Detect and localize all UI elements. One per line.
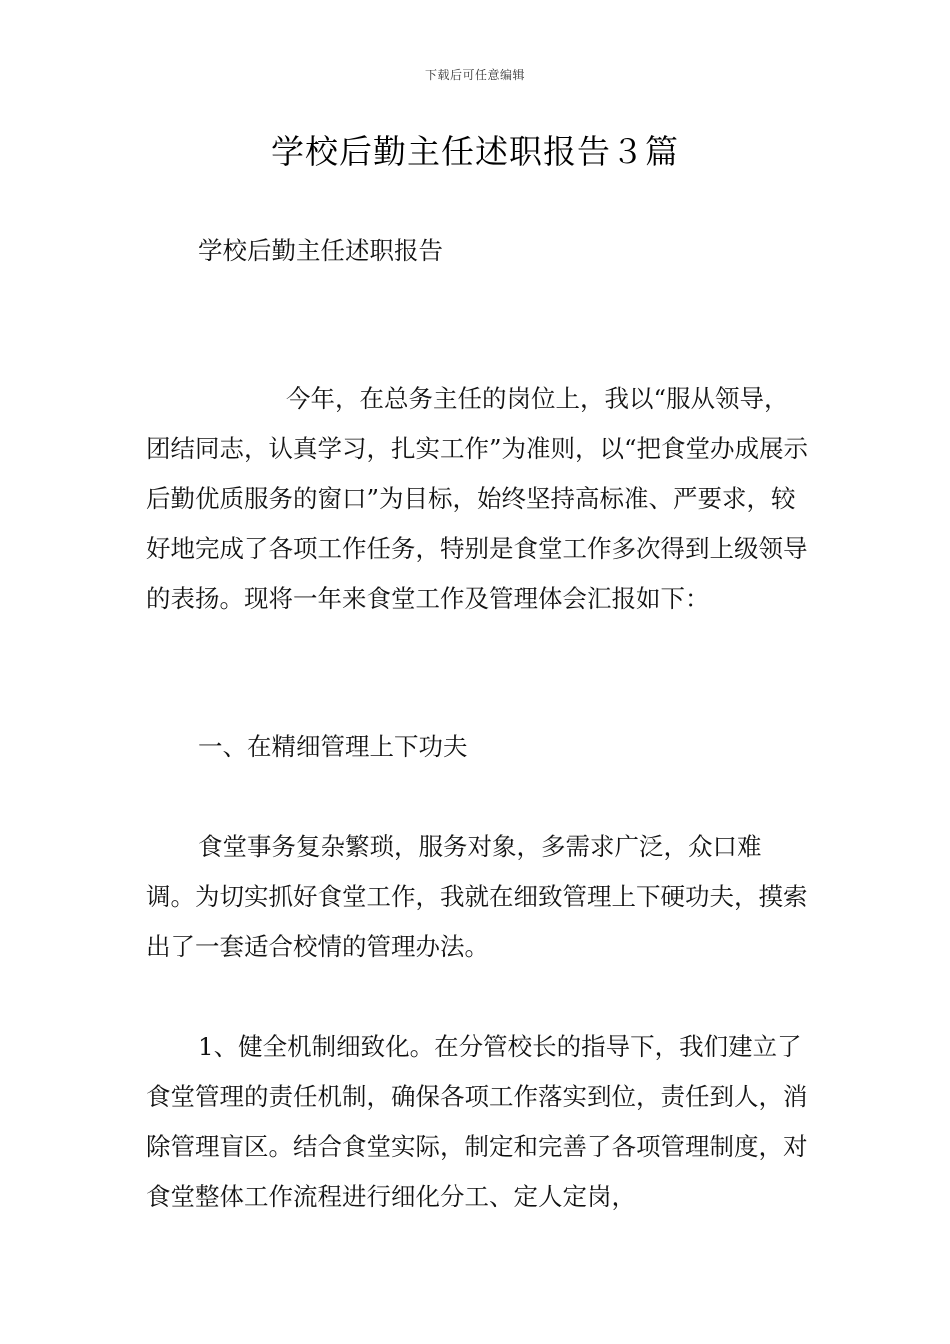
document-title: 学校后勤主任述职报告３篇 bbox=[271, 132, 679, 171]
header-note: 下载后可任意编辑 bbox=[424, 68, 525, 82]
intro-paragraph: 今年，在总务主任的岗位上，我以“服从领导，团结同志，认真学习，扎实工作”为准则，以“把食堂办成展示后勤优质服务的窗口”为目标，始终坚持高标准、严要求，较好地完成了各项工作任务，特别是食堂工作多次得到上级领导的表扬。现将一年来食堂工作及管理体会汇报如下： bbox=[146, 384, 809, 613]
paragraph-canteen-affairs: 食堂事务复杂繁琐，服务对象，多需求广泛，众口难调。为切实抓好食堂工作，我就在细致管理上下硬功夫，摸索出了一套适合校情的管理办法。 bbox=[146, 832, 808, 961]
paragraph-mechanism: 1、健全机制细致化。在分管校长的指导下，我们建立了食堂管理的责任机制，确保各项工作落实到位，责任到人，消除管理盲区。结合食堂实际，制定和完善了各项管理制度，对食堂整体工作流程进行细化分工、定人定岗， bbox=[146, 1032, 808, 1211]
section-heading-1: 一、在精细管理上下功夫 bbox=[198, 732, 468, 761]
document-subtitle: 学校后勤主任述职报告 bbox=[198, 236, 443, 265]
